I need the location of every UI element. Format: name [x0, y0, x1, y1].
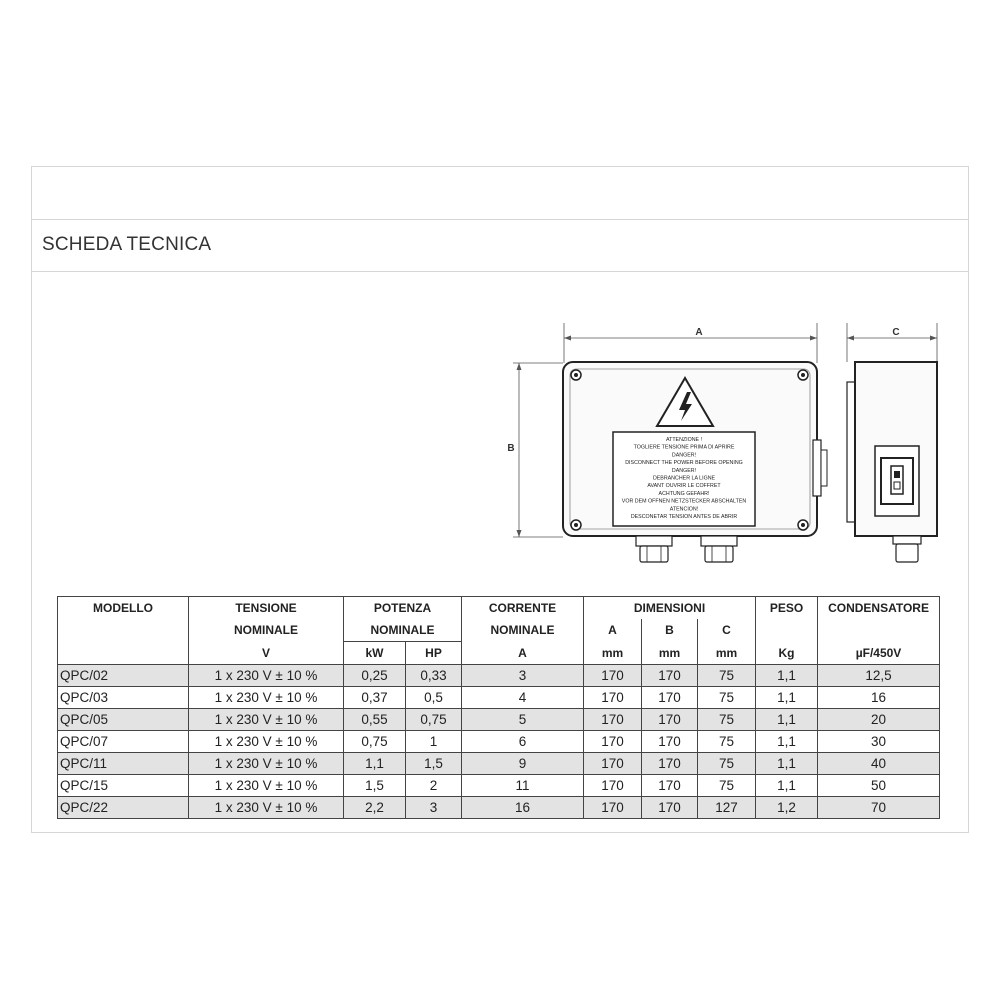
- warning-label-line: ATTENZIONE !: [665, 437, 703, 443]
- table-cell: 75: [698, 731, 756, 753]
- control-box-drawing: [495, 318, 945, 578]
- table-cell: 1,5: [344, 775, 406, 797]
- tab-bar: [32, 167, 968, 220]
- col-unit-dim-c: mm: [698, 642, 756, 665]
- table-cell: 170: [584, 731, 642, 753]
- side-gland: [893, 536, 921, 544]
- table-cell: 127: [698, 797, 756, 819]
- table-cell: 170: [642, 731, 698, 753]
- warning-label-line: DISCONNECT THE POWER BEFORE OPENING: [625, 460, 743, 467]
- col-unit-dim-a: mm: [584, 642, 642, 665]
- table-cell-model: QPC/07: [58, 731, 189, 753]
- warning-label-line: DANGER!: [671, 467, 697, 474]
- table-cell: 1,1: [756, 731, 818, 753]
- table-cell: 0,37: [344, 687, 406, 709]
- warning-label-line: DEBRANCHER LA LIGNE: [652, 475, 716, 482]
- col-header-dimensioni: DIMENSIONI: [584, 597, 756, 620]
- table-cell: 170: [642, 753, 698, 775]
- table-cell: 75: [698, 665, 756, 687]
- table-cell: 0,33: [406, 665, 462, 687]
- front-view: [563, 362, 817, 562]
- table-cell: 1 x 230 V ± 10 %: [189, 797, 344, 819]
- table-cell: 1,5: [406, 753, 462, 775]
- table-cell: 1,1: [756, 775, 818, 797]
- table-cell: 1 x 230 V ± 10 %: [189, 775, 344, 797]
- table-cell: 0,55: [344, 709, 406, 731]
- dim-b-label: B: [507, 443, 515, 454]
- col-header-dim-c: C: [698, 619, 756, 642]
- dimension-a: [564, 323, 817, 363]
- table-body: [58, 665, 940, 819]
- warning-label-line: ACHTUNG GEFAHR!: [658, 490, 710, 497]
- table-cell-model: QPC/03: [58, 687, 189, 709]
- col-header-dim-a: A: [584, 619, 642, 642]
- table-cell: 75: [698, 687, 756, 709]
- table-cell: 2,2: [344, 797, 406, 819]
- col-unit-corrente: A: [462, 642, 584, 665]
- warning-label-line: DANGER!: [671, 452, 697, 459]
- table-cell: 170: [584, 775, 642, 797]
- table-cell-model: QPC/11: [58, 753, 189, 775]
- table-cell: 0,25: [344, 665, 406, 687]
- col-unit-condensatore: µF/450V: [818, 642, 940, 665]
- table-cell: 70: [818, 797, 940, 819]
- table-cell: 40: [818, 753, 940, 775]
- table-row: [58, 687, 940, 709]
- table-cell: 170: [642, 709, 698, 731]
- technical-data-table: [57, 596, 940, 819]
- warning-label-line: VOR DEM OFFNEN NETZSTECKER ABSCHALTEN: [621, 498, 747, 505]
- cable-gland-right: [701, 536, 737, 562]
- col-header-tensione: TENSIONE: [189, 597, 344, 620]
- table-cell: 20: [818, 709, 940, 731]
- col-header-potenza-2: NOMINALE: [344, 619, 462, 642]
- warning-label-line: TOGLIERE TENSIONE PRIMA DI APRIRE: [633, 444, 735, 451]
- table-row: [58, 753, 940, 775]
- col-header-corrente: CORRENTE: [462, 597, 584, 620]
- table-cell: 1,1: [756, 687, 818, 709]
- table-row: [58, 709, 940, 731]
- cable-gland-left: [636, 536, 672, 562]
- table-cell: 11: [462, 775, 584, 797]
- table-cell: 170: [584, 797, 642, 819]
- warning-label-line: DESCONETAR TENSION ANTES DE ABRIR: [630, 514, 738, 520]
- table-row: [58, 665, 940, 687]
- col-unit-kw: kW: [344, 642, 406, 665]
- table-cell: 5: [462, 709, 584, 731]
- table-cell: 75: [698, 775, 756, 797]
- table-cell: 170: [642, 687, 698, 709]
- table-cell: 6: [462, 731, 584, 753]
- warning-label-line: ATENCION!: [669, 506, 699, 513]
- col-unit-hp: HP: [406, 642, 462, 665]
- table-cell: 170: [642, 665, 698, 687]
- table-cell: 0,5: [406, 687, 462, 709]
- col-header-dim-b: B: [642, 619, 698, 642]
- table-cell-model: QPC/05: [58, 709, 189, 731]
- dimension-b: [507, 363, 563, 537]
- table-cell: 0,75: [344, 731, 406, 753]
- table-cell: 1 x 230 V ± 10 %: [189, 687, 344, 709]
- table-cell: 3: [462, 665, 584, 687]
- col-header-condensatore: CONDENSATORE: [818, 597, 940, 620]
- table-cell: 0,75: [406, 709, 462, 731]
- table-cell: 1,1: [344, 753, 406, 775]
- table-row: [58, 797, 940, 819]
- table-cell: 1,1: [756, 709, 818, 731]
- side-view: [813, 362, 937, 562]
- table-cell: 30: [818, 731, 940, 753]
- table-cell: 1,2: [756, 797, 818, 819]
- table-cell: 170: [642, 775, 698, 797]
- table-cell-model: QPC/15: [58, 775, 189, 797]
- switch-icon: [891, 466, 903, 494]
- dim-c-label: C: [892, 327, 900, 338]
- col-header-corrente-2: NOMINALE: [462, 619, 584, 642]
- col-unit-peso: Kg: [756, 642, 818, 665]
- table-row: [58, 731, 940, 753]
- col-header-potenza: POTENZA: [344, 597, 462, 620]
- col-header-modello: MODELLO: [58, 597, 189, 620]
- table-cell: 1 x 230 V ± 10 %: [189, 665, 344, 687]
- table-cell: 16: [462, 797, 584, 819]
- section-header: [32, 219, 968, 272]
- col-unit-tensione: V: [189, 642, 344, 665]
- table-cell: 1 x 230 V ± 10 %: [189, 709, 344, 731]
- table-cell: 1 x 230 V ± 10 %: [189, 753, 344, 775]
- table-cell: 170: [584, 753, 642, 775]
- table-cell: 75: [698, 709, 756, 731]
- table-cell: 1,1: [756, 753, 818, 775]
- table-cell: 1,1: [756, 665, 818, 687]
- table-cell: 9: [462, 753, 584, 775]
- dim-a-label: A: [695, 327, 703, 338]
- table-cell: 170: [642, 797, 698, 819]
- table-cell-model: QPC/02: [58, 665, 189, 687]
- col-header-peso: PESO: [756, 597, 818, 620]
- dimension-c: [847, 323, 937, 362]
- table-cell: 170: [584, 665, 642, 687]
- table-cell: 2: [406, 775, 462, 797]
- table-cell: 50: [818, 775, 940, 797]
- table-cell: 16: [818, 687, 940, 709]
- section-title: SCHEDA TECNICA: [42, 234, 212, 255]
- table-cell: 170: [584, 709, 642, 731]
- table-cell: 3: [406, 797, 462, 819]
- table-cell-model: QPC/22: [58, 797, 189, 819]
- col-header-tensione-2: NOMINALE: [189, 619, 344, 642]
- table-cell: 1 x 230 V ± 10 %: [189, 731, 344, 753]
- table-row: [58, 775, 940, 797]
- table-cell: 75: [698, 753, 756, 775]
- warning-label-line: AVANT OUVRIR LE COFFRET: [647, 483, 721, 490]
- table-cell: 12,5: [818, 665, 940, 687]
- col-unit-dim-b: mm: [642, 642, 698, 665]
- table-cell: 1: [406, 731, 462, 753]
- table-cell: 4: [462, 687, 584, 709]
- table-cell: 170: [584, 687, 642, 709]
